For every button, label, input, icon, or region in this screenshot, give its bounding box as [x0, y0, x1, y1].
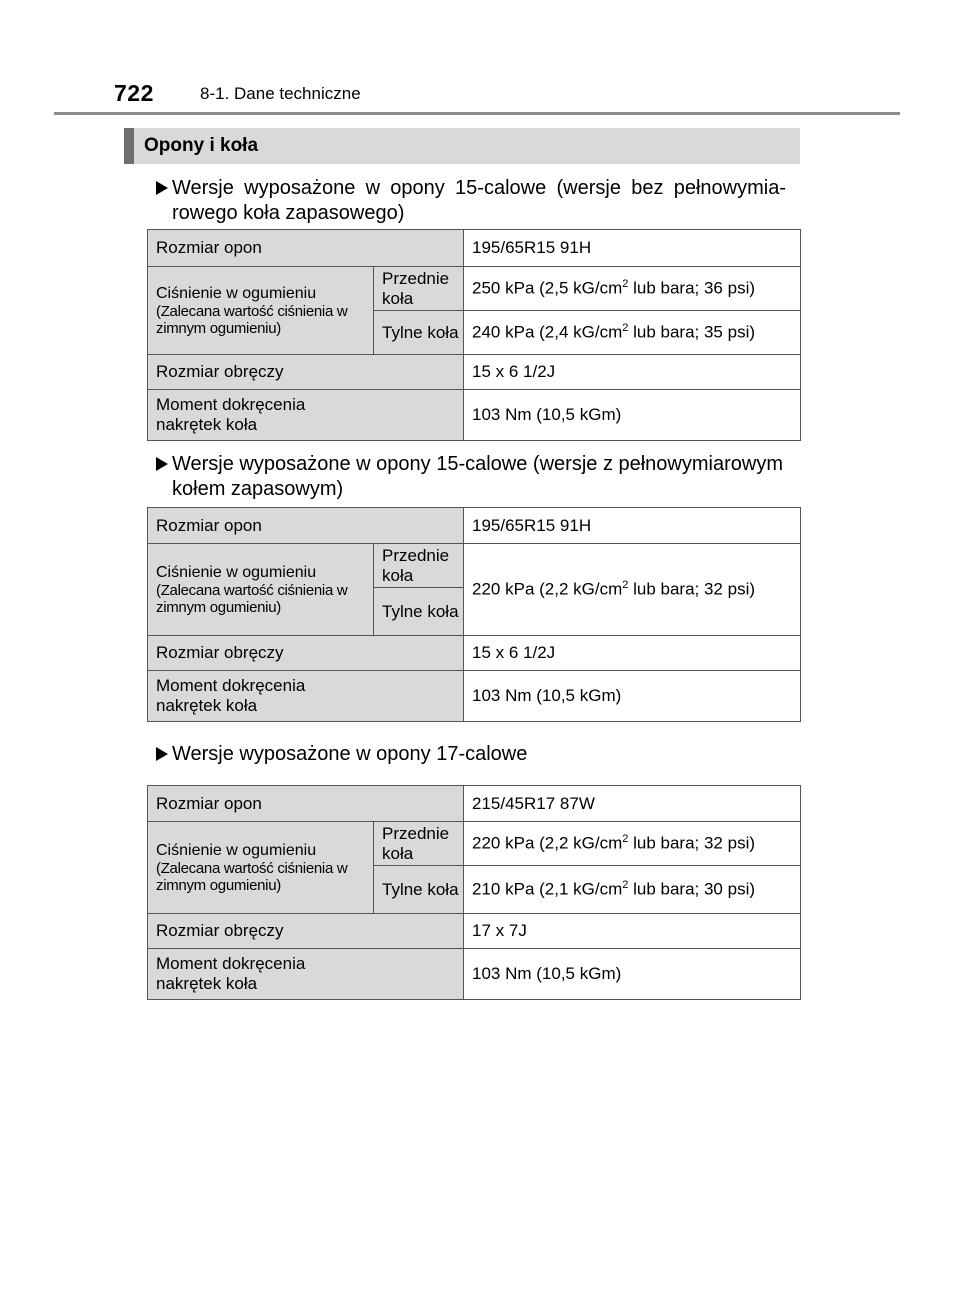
table-row: [148, 230, 801, 267]
table-row: [148, 949, 801, 1000]
rear-pressure-value: 240 kPa (2,4 $kG/cm^2$ lub bara; 35 psi): [464, 311, 801, 355]
rim-size-value: 15 x 6 1/2J: [464, 636, 801, 671]
section-title: Opony i koła: [144, 135, 259, 156]
title-accent-bar: [124, 128, 134, 164]
torque-label: Moment dokręcenia nakrętek koła: [148, 390, 464, 441]
table-row: [148, 636, 801, 671]
front-wheels-label: Przednie koła: [374, 544, 464, 588]
rear-wheels-label: Tylne koła: [374, 311, 464, 355]
table-row: [148, 355, 801, 390]
pressure-value: 220 kPa (2,2 $kG/cm^2$ lub bara; 32 psi): [464, 544, 801, 636]
torque-value: 103 Nm (10,5 kGm): [464, 671, 801, 722]
rim-size-label: Rozmiar obręczy: [148, 636, 464, 671]
table-row: [148, 508, 801, 544]
front-wheels-label: Przednie koła: [374, 267, 464, 311]
page-header: [0, 0, 960, 120]
tire-size-value: 215/45R17 87W: [464, 786, 801, 822]
rim-size-value: 17 x 7J: [464, 914, 801, 949]
bullet-arrow-icon: [156, 181, 168, 195]
section-reference: 8-1. Dane techniczne: [200, 84, 361, 103]
pressure-note: (Zalecana wartość ciśnienia w zimnym ogumieniu): [156, 581, 348, 616]
tire-size-value: 195/65R15 91H: [464, 508, 801, 544]
tire-size-label: Rozmiar opon: [148, 230, 464, 267]
table-row: [148, 544, 801, 588]
pressure-note: (Zalecana wartość ciśnienia w zimnym ogumieniu): [156, 859, 348, 894]
bullet-arrow-icon: [156, 747, 168, 761]
tire-size-value: 195/65R15 91H: [464, 230, 801, 267]
header-divider: [54, 112, 900, 115]
pressure-label: Ciśnienie w ogumieniu: [156, 563, 317, 581]
bullet-text: Wersje wyposażone w opony 17-calowe: [172, 743, 528, 765]
table-row: [148, 914, 801, 949]
spec-table: [147, 507, 801, 722]
front-pressure-value: 220 kPa (2,2 $kG/cm^2$ lub bara; 32 psi): [464, 822, 801, 866]
table-row: [148, 786, 801, 822]
bullet-item: [156, 742, 786, 767]
tire-size-label: Rozmiar opon: [148, 786, 464, 822]
spec-table: [147, 785, 801, 1000]
torque-value: 103 Nm (10,5 kGm): [464, 949, 801, 1000]
section-title-bar: [124, 128, 800, 164]
table-row: [148, 822, 801, 866]
rear-wheels-label: Tylne koła: [374, 866, 464, 914]
bullet-item: [156, 176, 786, 226]
bullet-text: Wersje wyposażone w opony 15-calowe (wersje bez pełnowymia-rowego koła zapasowego): [172, 177, 786, 224]
page-number: 722: [114, 80, 154, 106]
bullet-arrow-icon: [156, 457, 168, 471]
pressure-label-cell: [148, 544, 374, 636]
bullet-item: [156, 452, 806, 502]
rear-pressure-value: 210 kPa (2,1 $kG/cm^2$ lub bara; 30 psi): [464, 866, 801, 914]
rim-size-label: Rozmiar obręczy: [148, 914, 464, 949]
torque-label: Moment dokręcenia nakrętek koła: [148, 671, 464, 722]
table-row: [148, 671, 801, 722]
bullet-text: Wersje wyposażone w opony 15-calowe (wersje z pełnowymiarowym kołem zapasowym): [172, 453, 783, 500]
tire-size-label: Rozmiar opon: [148, 508, 464, 544]
rim-size-label: Rozmiar obręczy: [148, 355, 464, 390]
torque-label: Moment dokręcenia nakrętek koła: [148, 949, 464, 1000]
table-row: [148, 267, 801, 311]
rear-wheels-label: Tylne koła: [374, 588, 464, 636]
pressure-label-cell: [148, 822, 374, 914]
rim-size-value: 15 x 6 1/2J: [464, 355, 801, 390]
pressure-label: Ciśnienie w ogumieniu: [156, 284, 317, 302]
table-row: [148, 390, 801, 441]
front-pressure-value: 250 kPa (2,5 $kG/cm^2$ lub bara; 36 psi): [464, 267, 801, 311]
pressure-label-cell: [148, 267, 374, 355]
pressure-note: (Zalecana wartość ciśnienia w zimnym ogumieniu): [156, 302, 348, 337]
torque-value: 103 Nm (10,5 kGm): [464, 390, 801, 441]
front-wheels-label: Przednie koła: [374, 822, 464, 866]
spec-table: [147, 229, 801, 441]
pressure-label: Ciśnienie w ogumieniu: [156, 841, 317, 859]
